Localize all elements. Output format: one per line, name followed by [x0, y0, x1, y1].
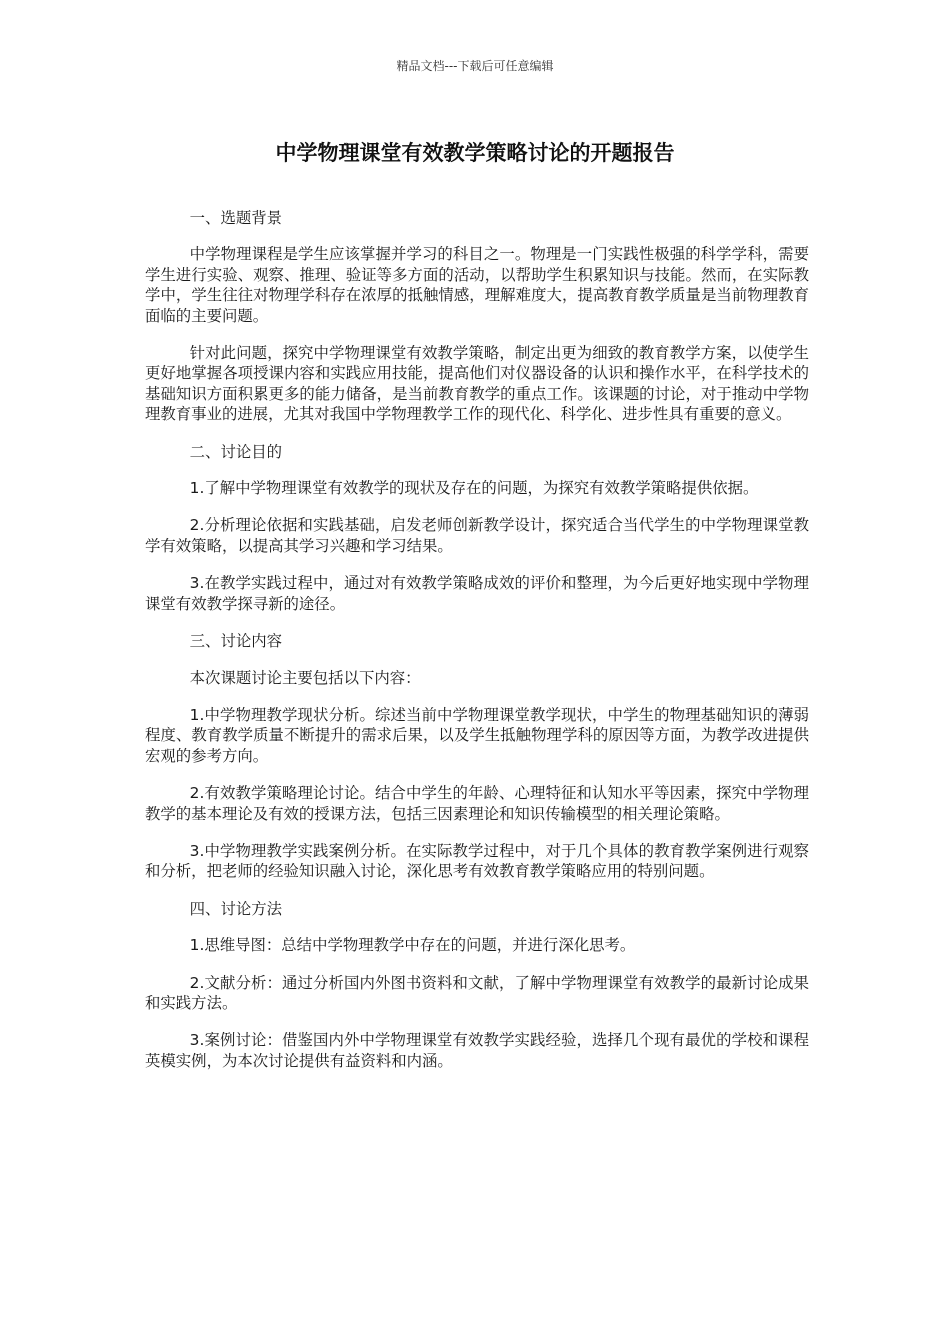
background-paragraph-2: 针对此问题，探究中学物理课堂有效教学策略，制定出更为细致的教育教学方案，以使学生更好地掌握各项授课内容和实践应用技能，提高他们对仪器设备的认识和操作水平，在科学技术的基础知识方面积累更多的能力储备，是当前教育教学的重点工作。该课题的讨论，对于推动中学物理教育事业的进展，尤其对我国中学物理教学工作的现代化、科学化、进步性具有重要的意义。	[145, 344, 809, 424]
header-note: 精品文档---下载后可任意编辑	[396, 59, 554, 73]
document-body	[145, 208, 809, 1088]
section-heading-methods: 四、讨论方法	[189, 899, 283, 918]
section-heading-purpose: 二、讨论目的	[189, 442, 283, 461]
content-intro: 本次课题讨论主要包括以下内容：	[189, 668, 421, 687]
method-item: 2.文献分析：通过分析国内外图书资料和文献，了解中学物理课堂有效教学的最新讨论成果和实践方法。	[145, 973, 809, 1012]
method-item: 1.思维导图：总结中学物理教学中存在的问题，并进行深化思考。	[189, 936, 636, 955]
content-item: 3.中学物理教学实践案例分析。在实际教学过程中，对于几个具体的教育教学案例进行观察和分析，把老师的经验知识融入讨论，深化思考有效教育教学策略应用的特别问题。	[145, 841, 809, 881]
background-paragraph-1: 中学物理课程是学生应该掌握并学习的科目之一。物理是一门实践性极强的科学学科，需要学生进行实验、观察、推理、验证等多方面的活动，以帮助学生积累知识与技能。然而，在实际教学中，学生往往对物理学科存在浓厚的抵触情感，理解难度大，提高教育教学质量是当前物理教育面临的主要问题。	[145, 245, 809, 325]
purpose-item: 2.分析理论依据和实践基础，启发老师创新教学设计，探究适合当代学生的中学物理课堂教学有效策略，以提高其学习兴趣和学习结果。	[145, 516, 809, 555]
section-heading-content: 三、讨论内容	[189, 632, 283, 651]
method-item: 3.案例讨论：借鉴国内外中学物理课堂有效教学实践经验，选择几个现有最优的学校和课程英模实例，为本次讨论提供有益资料和内涵。	[145, 1031, 809, 1070]
document-title: 中学物理课堂有效教学策略讨论的开题报告	[275, 141, 675, 165]
section-heading-background: 一、选题背景	[189, 209, 283, 227]
purpose-item: 3.在教学实践过程中，通过对有效教学策略成效的评价和整理，为今后更好地实现中学物理课堂有效教学探寻新的途径。	[145, 574, 809, 613]
purpose-item: 1.了解中学物理课堂有效教学的现状及存在的问题，为探究有效教学策略提供依据。	[189, 479, 759, 498]
content-item: 1.中学物理教学现状分析。综述当前中学物理课堂教学现状，中学生的物理基础知识的薄弱程度、教育教学质量不断提升的需求后果，以及学生抵触物理学科的原因等方面，为教学改进提供宏观的参考方向。	[145, 705, 809, 765]
content-item: 2.有效教学策略理论讨论。结合中学生的年龄、心理特征和认知水平等因素，探究中学物理教学的基本理论及有效的授课方法，包括三因素理论和知识传输模型的相关理论策略。	[145, 784, 809, 823]
